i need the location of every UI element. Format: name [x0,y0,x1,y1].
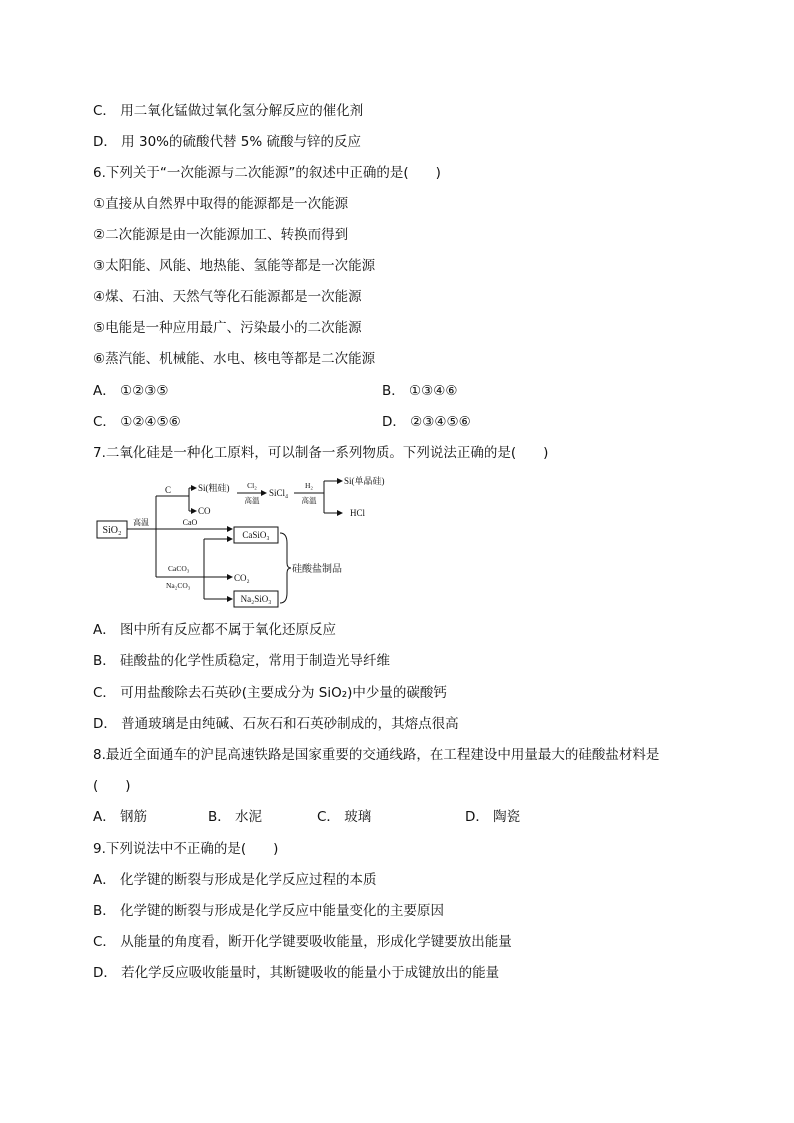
c-label: C [165,485,172,495]
q8-option-b: B． 水泥 [208,809,263,825]
caco3-label: CaCO₃ [168,564,190,573]
si-crude-label: Si(粗硅) [198,483,230,493]
sio2-label: SiO₂ [102,525,122,536]
na2co3-label: Na₂CO₃ [166,581,191,590]
q5-option-c: C． 用二氧化锰做过氧化氢分解反应的催化剂 [93,103,364,119]
q9-option-a: A． 化学键的断裂与形成是化学反应过程的本质 [93,872,377,888]
q7-option-c: C． 可用盐酸除去石英砂(主要成分为 SiO₂)中少量的碳酸钙 [93,685,447,701]
q7-option-d: D． 普通玻璃是由纯碱、石灰石和石英砂制成的，其熔点很高 [93,716,459,732]
co-label: CO [198,506,211,516]
q8-stem: 8.最近全面通车的沪昆高速铁路是国家重要的交通线路，在工程建设中用量最大的硅酸盐材料是 [93,747,660,763]
q8-option-d: D． 陶瓷 [465,809,521,825]
q6-option-a: A． ①②③⑤ [93,383,169,399]
q6-stem: 6.下列关于“一次能源与二次能源”的叙述中正确的是( ) [93,165,441,181]
q7-option-b: B． 硅酸盐的化学性质稳定，常用于制造光导纤维 [93,653,391,669]
q8-answer-paren: ( ) [93,778,131,794]
q6-option-b: B． ①③④⑥ [382,383,458,399]
q6-statement-6: ⑥蒸汽能、机械能、水电、核电等都是二次能源 [93,351,376,367]
silicate-products-label: 硅酸盐制品 [292,564,342,575]
na2sio3-label: Na₂SiO₃ [240,594,272,604]
cl2-label: Cl₂ [247,481,257,490]
gaowen-2-label: 高温 [244,496,260,505]
q6-statement-4: ④煤、石油、天然气等化石能源都是一次能源 [93,289,362,305]
q8-option-a: A． 钢筋 [93,809,148,825]
co2-label: CO₂ [234,573,250,583]
q6-option-c: C． ①②④⑤⑥ [93,414,181,430]
q9-option-d: D． 若化学反应吸收能量时，其断键吸收的能量小于成键放出的能量 [93,965,500,981]
q7-option-a: A． 图中所有反应都不属于氧化还原反应 [93,622,337,638]
h2-label: H₂ [304,481,314,490]
gaowen-3-label: 高温 [301,496,317,505]
casio3-label: CaSiO₃ [242,530,270,540]
q6-statement-2: ②二次能源是由一次能源加工、转换而得到 [93,227,349,243]
q6-statement-3: ③太阳能、风能、地热能、氢能等都是一次能源 [93,258,376,274]
products-brace [280,533,291,603]
q9-option-c: C． 从能量的角度看，断开化学键要吸收能量，形成化学键要放出能量 [93,934,512,950]
q6-option-d: D． ②③④⑤⑥ [382,414,471,430]
q8-option-c: C． 玻璃 [317,809,372,825]
q7-stem: 7.二氧化硅是一种化工原料，可以制备一系列物质。下列说法正确的是( ) [93,445,549,461]
q6-statement-5: ⑤电能是一种应用最广、污染最小的二次能源 [93,320,362,336]
gaowen-label: 高温 [133,518,149,527]
q9-stem: 9.下列说法中不正确的是( ) [93,841,279,857]
sicl4-label: SiCl₄ [269,488,289,498]
si-pure-label: Si(单晶硅) [344,476,385,486]
sio2-reaction-diagram [94,473,424,613]
hcl-label: HCl [350,508,366,518]
q6-statement-1: ①直接从自然界中取得的能源都是一次能源 [93,196,349,212]
q5-option-d: D． 用 30%的硫酸代替 5% 硫酸与锌的反应 [93,134,361,150]
cao-label: CaO [182,518,198,527]
q9-option-b: B． 化学键的断裂与形成是化学反应中能量变化的主要原因 [93,903,445,919]
